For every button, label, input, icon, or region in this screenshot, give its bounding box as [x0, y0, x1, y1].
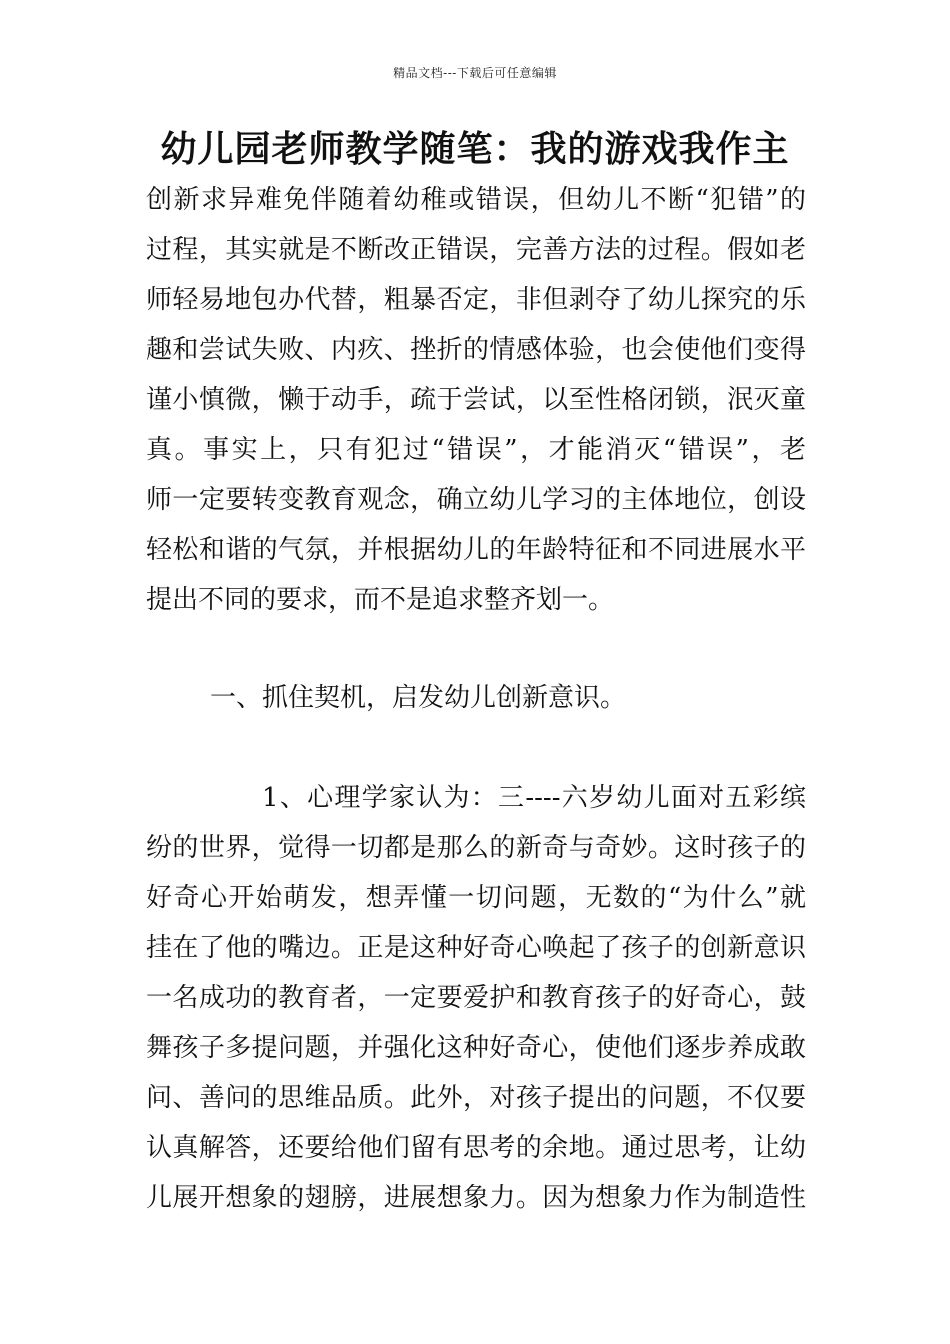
paragraph-line: 趣和尝试失败、内疚、挫折的情感体验，也会使他们变得 — [146, 335, 806, 365]
paragraph-line: 轻松和谐的气氛，并根据幼儿的年龄特征和不同进展水平 — [146, 535, 806, 565]
section-heading: 一、抓住契机，启发幼儿创新意识。 — [210, 683, 627, 713]
paragraph-line: 真。事实上，只有犯过“错误”，才能消灭“错误”，老 — [146, 435, 806, 465]
paragraph-line: 过程，其实就是不断改正错误，完善方法的过程。假如老 — [146, 235, 806, 265]
paragraph-line: 一名成功的教育者，一定要爱护和教育孩子的好奇心，鼓 — [146, 983, 806, 1013]
paragraph-line: 纷的世界，觉得一切都是那么的新奇与奇妙。这时孩子的 — [146, 833, 806, 863]
paragraph-line: 儿展开想象的翅膀，进展想象力。因为想象力作为制造性 — [146, 1183, 806, 1213]
paragraph-line: 谨小慎微，懒于动手，疏于尝试，以至性格闭锁，泯灭童 — [146, 385, 806, 415]
paragraph-line: 问、善问的思维品质。此外，对孩子提出的问题，不仅要 — [146, 1083, 806, 1113]
paragraph-line: 师轻易地包办代替，粗暴否定，非但剥夺了幼儿探究的乐 — [146, 285, 806, 315]
paragraph-line: 提出不同的要求，而不是追求整齐划一。 — [146, 585, 615, 615]
paragraph-line: 舞孩子多提问题，并强化这种好奇心，使他们逐步养成敢 — [146, 1033, 806, 1063]
paragraph-line: 好奇心开始萌发，想弄懂一切问题，无数的“为什么”就 — [146, 883, 806, 913]
page-header-note: 精品文档---下载后可任意编辑 — [393, 66, 557, 80]
paragraph-line: 师一定要转变教育观念，确立幼儿学习的主体地位，创设 — [146, 485, 806, 515]
paragraph-line: 挂在了他的嘴边。正是这种好奇心唤起了孩子的创新意识 — [146, 933, 806, 963]
document-title: 幼儿园老师教学随笔：我的游戏我作主 — [160, 129, 790, 170]
paragraph-line: 创新求异难免伴随着幼稚或错误，但幼儿不断“犯错”的 — [146, 185, 806, 215]
paragraph-line: 认真解答，还要给他们留有思考的余地。通过思考，让幼 — [146, 1133, 806, 1163]
paragraph-line: 1、心理学家认为：三----六岁幼儿面对五彩缤 — [262, 783, 806, 813]
